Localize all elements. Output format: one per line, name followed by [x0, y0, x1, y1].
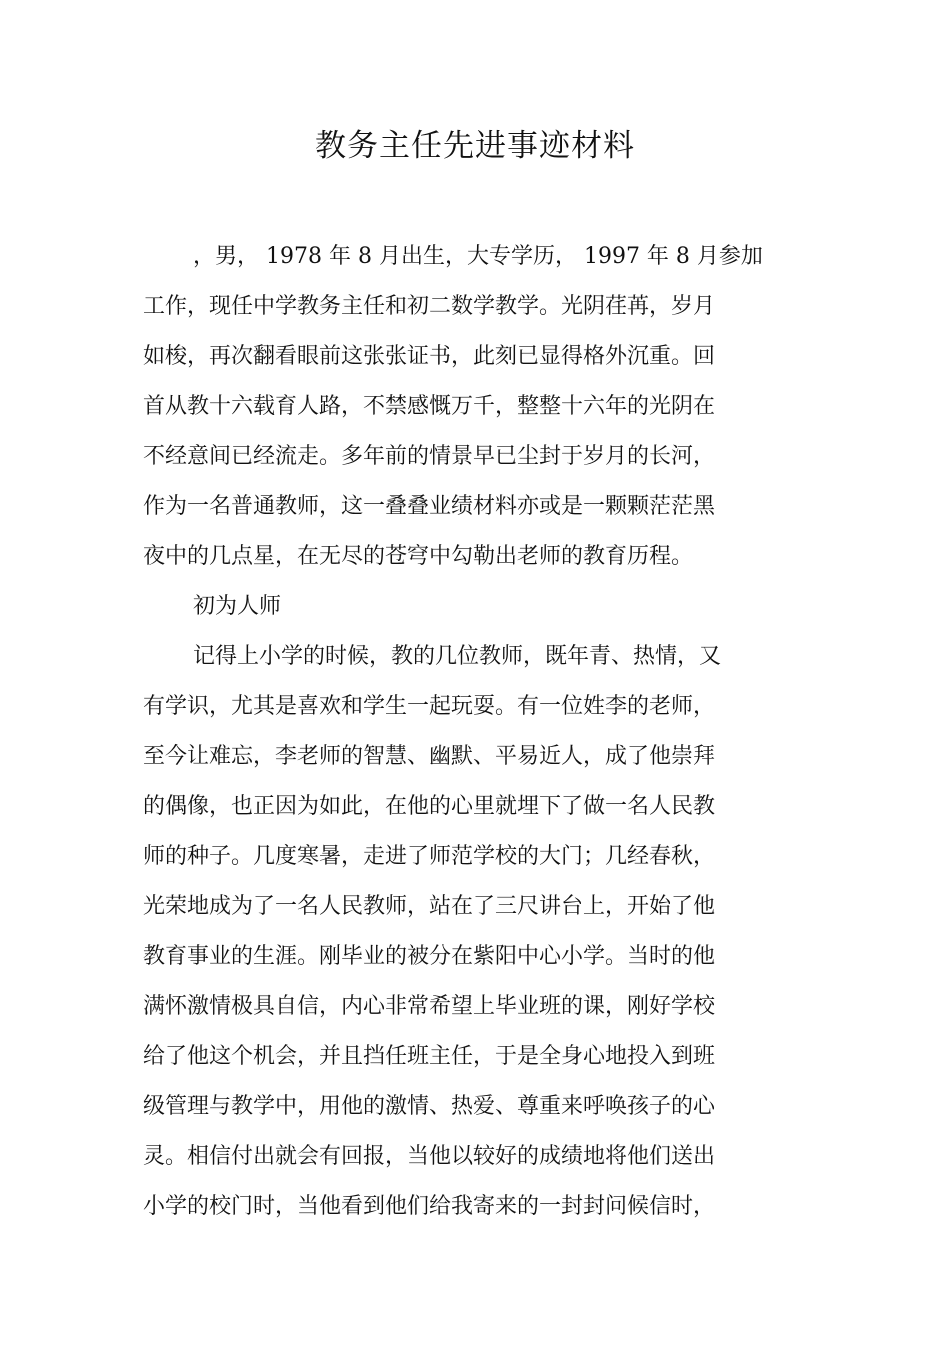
paragraph-line: 满怀激情极具自信，内心非常希望上毕业班的课，刚好学校: [143, 994, 716, 1019]
paragraph-line: 至今让难忘，李老师的智慧、幽默、平易近人，成了他崇拜: [143, 744, 716, 769]
paragraph-line: 不经意间已经流走。多年前的情景早已尘封于岁月的长河，: [143, 444, 716, 469]
paragraph-line: 记得上小学的时候，教的几位教师，既年青、热情，又: [193, 644, 722, 669]
section-heading: 初为人师: [193, 594, 282, 619]
paragraph-line: ，男， 1978 年 8 月出生，大专学历， 1997 年 8 月参加: [193, 244, 763, 269]
paragraph-line: 光荣地成为了一名人民教师，站在了三尺讲台上，开始了他: [143, 894, 716, 919]
paragraph-line: 灵。相信付出就会有回报，当他以较好的成绩地将他们送出: [143, 1144, 716, 1169]
paragraph-line: 夜中的几点星，在无尽的苍穹中勾勒出老师的教育历程。: [143, 544, 694, 569]
paragraph-line: 有学识，尤其是喜欢和学生一起玩耍。有一位姓李的老师，: [143, 694, 716, 719]
paragraph-line: 的偶像，也正因为如此，在他的心里就埋下了做一名人民教: [143, 794, 716, 819]
paragraph-line: 工作，现任中学教务主任和初二数学教学。光阴荏苒，岁月: [143, 294, 716, 319]
paragraph-line: 如梭，再次翻看眼前这张张证书，此刻已显得格外沉重。回: [143, 344, 716, 369]
paragraph-line: 小学的校门时，当他看到他们给我寄来的一封封问候信时，: [143, 1194, 716, 1219]
paragraph-line: 作为一名普通教师，这一叠叠业绩材料亦或是一颗颗茫茫黑: [143, 494, 716, 519]
paragraph-line: 教育事业的生涯。刚毕业的被分在紫阳中心小学。当时的他: [143, 944, 716, 969]
paragraph-line: 给了他这个机会，并且挡任班主任，于是全身心地投入到班: [143, 1044, 716, 1069]
paragraph-line: 师的种子。几度寒暑，走进了师范学校的大门；几经春秋，: [143, 844, 716, 869]
document-title: 教务主任先进事迹材料: [315, 128, 635, 164]
paragraph-line: 级管理与教学中，用他的激情、热爱、尊重来呼唤孩子的心: [143, 1094, 716, 1119]
paragraph-line: 首从教十六载育人路，不禁感慨万千，整整十六年的光阴在: [143, 394, 716, 419]
